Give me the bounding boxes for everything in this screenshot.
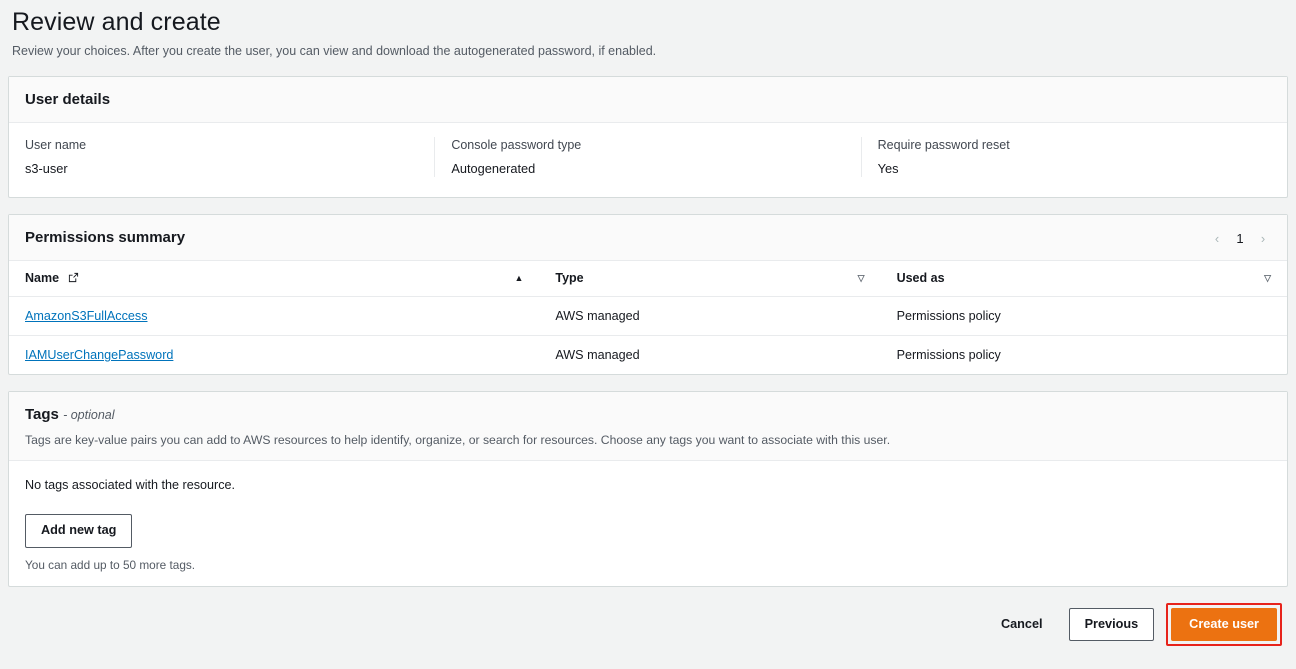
tags-card xyxy=(8,391,1288,587)
page-header xyxy=(8,0,1288,60)
column-header-label: Name xyxy=(25,271,60,285)
tags-empty-message: No tags associated with the resource. xyxy=(25,478,236,492)
footer-actions xyxy=(8,587,1288,647)
permissions-table xyxy=(9,261,1287,374)
detail-label: User name xyxy=(25,138,87,152)
detail-require-password-reset xyxy=(862,137,1287,177)
cell-policy-type: AWS managed xyxy=(555,348,640,362)
policy-link[interactable]: AmazonS3FullAccess xyxy=(25,309,148,323)
page-subtitle: Review your choices. After you create the user, you can view and download the autogenerated password, if enabled. xyxy=(12,44,657,58)
column-header-used-as[interactable] xyxy=(881,261,1287,297)
cell-policy-name xyxy=(9,297,539,336)
user-details-card-header xyxy=(9,77,1287,123)
permissions-summary-card-header xyxy=(9,215,1287,261)
tags-limit-hint: You can add up to 50 more tags. xyxy=(25,557,196,572)
detail-label: Console password type xyxy=(451,138,582,152)
tags-description: Tags are key-value pairs you can add to AWS resources to help identify, organize, or search for resources. Choose any tags you want to associate with this user. xyxy=(25,433,891,447)
tags-title-text: Tags xyxy=(25,406,59,423)
page-number[interactable]: 1 xyxy=(1236,230,1244,246)
cell-policy-used-as: Permissions policy xyxy=(881,297,1287,336)
column-header-name[interactable] xyxy=(9,261,539,297)
add-tag-wrap xyxy=(25,514,1271,548)
sort-icon[interactable]: ▽ xyxy=(1264,272,1271,283)
detail-user-name xyxy=(9,137,435,177)
external-link-icon[interactable] xyxy=(68,272,79,286)
tags-title xyxy=(25,405,1271,425)
policy-link[interactable]: IAMUserChangePassword xyxy=(25,348,174,362)
table-header-row xyxy=(9,261,1287,297)
detail-console-password-type xyxy=(435,137,861,177)
detail-value: Yes xyxy=(877,161,899,176)
column-header-label-wrap xyxy=(25,271,79,285)
permissions-summary-card xyxy=(8,214,1288,375)
table-row xyxy=(9,297,1287,336)
cell-policy-type: AWS managed xyxy=(539,297,880,336)
add-new-tag-button[interactable]: Add new tag xyxy=(25,514,132,548)
previous-button[interactable]: Previous xyxy=(1069,608,1155,642)
page-title: Review and create xyxy=(12,8,221,36)
column-header-label: Used as xyxy=(896,271,945,285)
column-header-label: Type xyxy=(555,271,584,285)
detail-label: Require password reset xyxy=(877,138,1010,152)
tags-optional-label: - optional xyxy=(63,408,115,422)
cancel-button[interactable]: Cancel xyxy=(987,609,1057,640)
table-row xyxy=(9,336,1287,375)
chevron-right-icon[interactable]: › xyxy=(1260,230,1266,246)
user-details-row xyxy=(9,123,1287,197)
column-header-type[interactable] xyxy=(539,261,880,297)
create-user-highlight xyxy=(1166,603,1282,647)
pagination xyxy=(1209,230,1271,246)
create-user-button[interactable]: Create user xyxy=(1171,608,1277,642)
cell-policy-name xyxy=(9,336,539,375)
user-details-title: User details xyxy=(25,91,111,108)
cell-policy-used-as: Permissions policy xyxy=(896,348,1001,362)
sort-icon[interactable]: ▽ xyxy=(857,272,865,283)
detail-value: Autogenerated xyxy=(451,161,536,176)
detail-value: s3-user xyxy=(25,161,68,176)
permissions-summary-title: Permissions summary xyxy=(25,229,186,246)
tags-card-header xyxy=(9,392,1287,461)
user-details-card xyxy=(8,76,1288,198)
tags-body xyxy=(9,461,1287,586)
chevron-left-icon[interactable]: ‹ xyxy=(1214,230,1220,246)
sort-ascending-icon[interactable]: ▲ xyxy=(514,272,524,283)
